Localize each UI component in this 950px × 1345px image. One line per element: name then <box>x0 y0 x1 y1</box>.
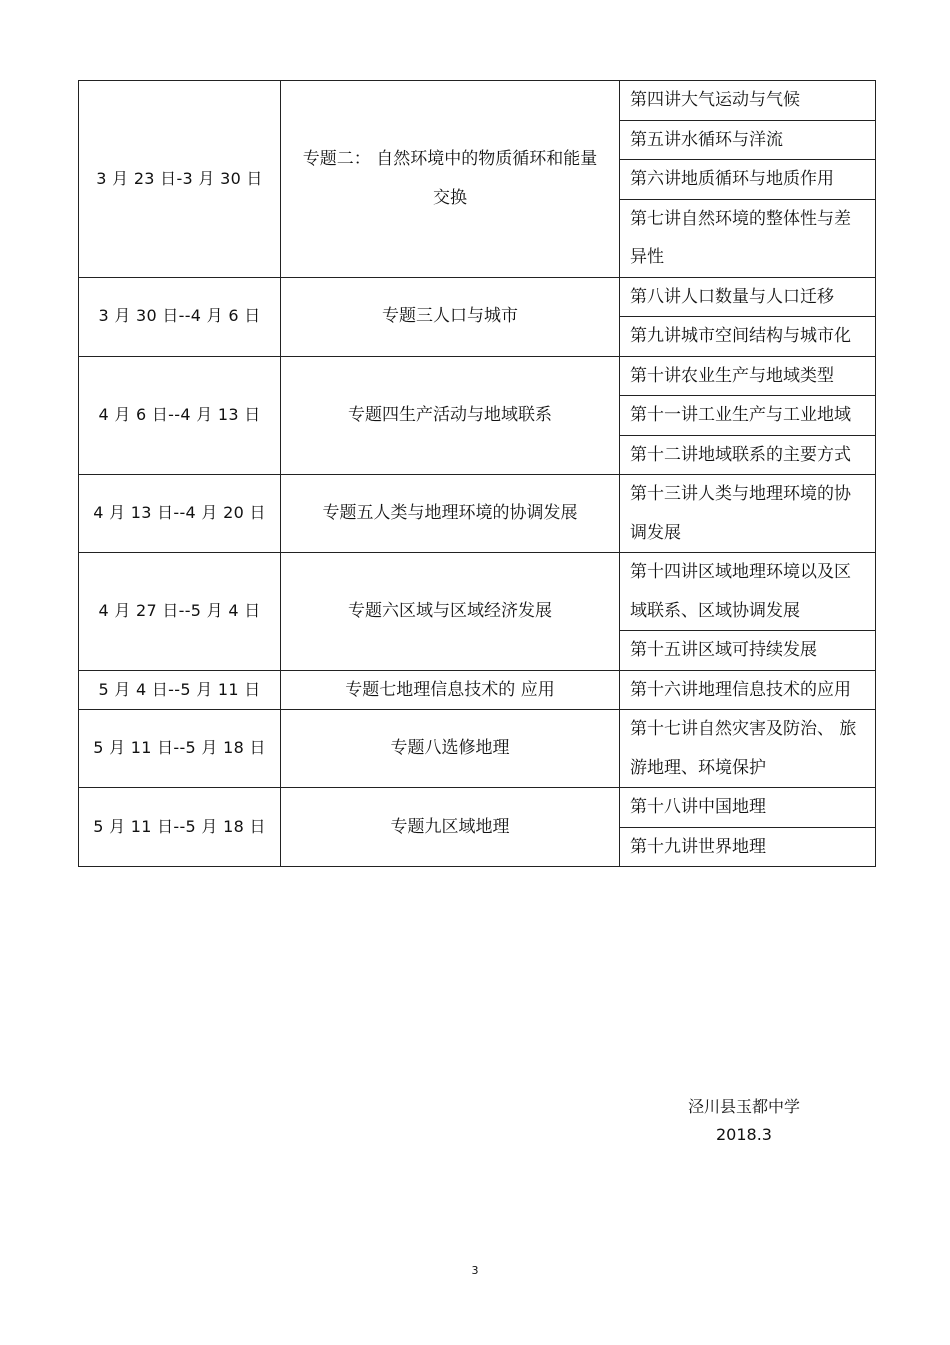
signature-block <box>664 1093 824 1149</box>
table-row <box>79 670 876 710</box>
date-range-cell: 4 月 6 日--4 月 13 日 <box>79 356 281 475</box>
date-range-cell: 5 月 11 日--5 月 18 日 <box>79 710 281 788</box>
lesson-cell: 第十四讲区域地理环境以及区域联系、区域协调发展 <box>620 553 876 631</box>
lesson-cell: 第十一讲工业生产与工业地域 <box>620 396 876 436</box>
table-row <box>79 553 876 631</box>
page-number: 3 <box>471 1264 479 1277</box>
lesson-cell: 第五讲水循环与洋流 <box>620 120 876 160</box>
date-range-cell: 4 月 13 日--4 月 20 日 <box>79 475 281 553</box>
lesson-cell: 第六讲地质循环与地质作用 <box>620 160 876 200</box>
date-range-cell: 5 月 11 日--5 月 18 日 <box>79 788 281 867</box>
topic-cell: 专题四生产活动与地域联系 <box>281 356 620 475</box>
lesson-cell: 第十讲农业生产与地域类型 <box>620 356 876 396</box>
lesson-cell: 第八讲人口数量与人口迁移 <box>620 277 876 317</box>
table-row <box>79 81 876 121</box>
lesson-cell: 第十八讲中国地理 <box>620 788 876 828</box>
schedule-table <box>78 80 876 867</box>
lesson-cell: 第四讲大气运动与气候 <box>620 81 876 121</box>
schedule-body <box>79 81 876 867</box>
lesson-cell: 第十三讲人类与地理环境的协调发展 <box>620 475 876 553</box>
topic-cell: 专题七地理信息技术的 应用 <box>281 670 620 710</box>
lesson-cell: 第十六讲地理信息技术的应用 <box>620 670 876 710</box>
table-row <box>79 788 876 828</box>
topic-cell: 专题九区域地理 <box>281 788 620 867</box>
lesson-cell: 第九讲城市空间结构与城市化 <box>620 317 876 357</box>
school-name: 泾川县玉都中学 <box>687 1097 800 1116</box>
lesson-cell: 第十七讲自然灾害及防治、 旅游地理、环境保护 <box>620 710 876 788</box>
topic-cell: 专题六区域与区域经济发展 <box>281 553 620 671</box>
table-row <box>79 356 876 396</box>
table-row <box>79 475 876 553</box>
lesson-cell: 第十九讲世界地理 <box>620 827 876 867</box>
lesson-cell: 第十五讲区域可持续发展 <box>620 631 876 671</box>
topic-cell: 专题五人类与地理环境的协调发展 <box>281 475 620 553</box>
lesson-cell: 第十二讲地域联系的主要方式 <box>620 435 876 475</box>
table-row <box>79 277 876 317</box>
topic-cell: 专题二： 自然环境中的物质循环和能量交换 <box>281 81 620 278</box>
date-range-cell: 5 月 4 日--5 月 11 日 <box>79 670 281 710</box>
signature-date: 2018.3 <box>716 1125 772 1144</box>
date-range-cell: 3 月 30 日--4 月 6 日 <box>79 277 281 356</box>
table-row <box>79 710 876 788</box>
topic-cell: 专题八选修地理 <box>281 710 620 788</box>
date-range-cell: 3 月 23 日-3 月 30 日 <box>79 81 281 278</box>
lesson-cell: 第七讲自然环境的整体性与差异性 <box>620 199 876 277</box>
date-range-cell: 4 月 27 日--5 月 4 日 <box>79 553 281 671</box>
topic-cell: 专题三人口与城市 <box>281 277 620 356</box>
